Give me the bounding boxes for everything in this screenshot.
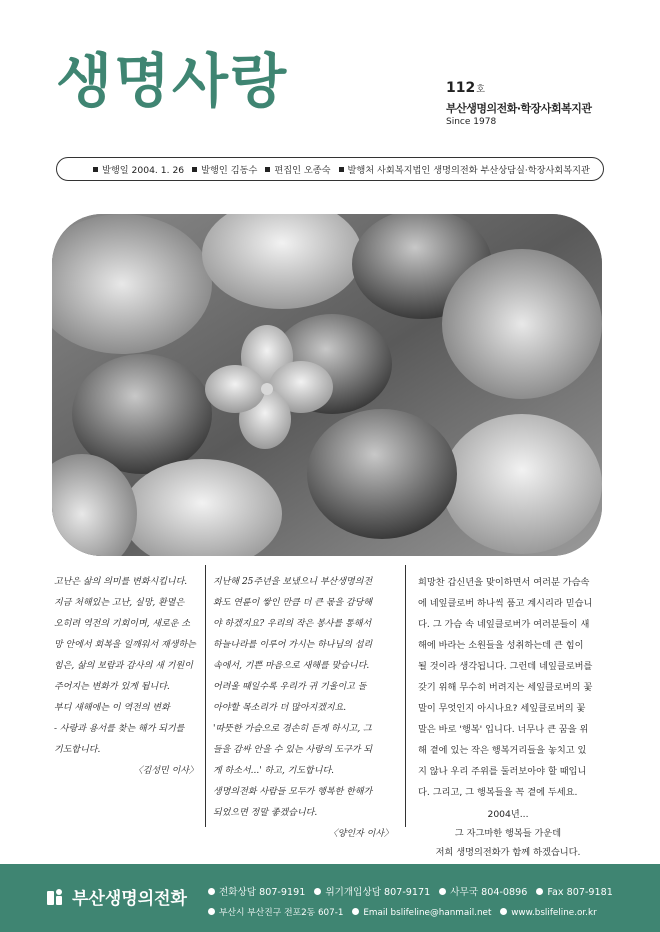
office-phone: 사무국 804-0896 — [450, 887, 528, 898]
square-bullet-icon — [339, 167, 344, 172]
column-line: 속에서, 기쁜 마음으로 새해를 맞습니다. — [213, 661, 370, 671]
author-signature: 〈양인자 이사〉 — [328, 829, 393, 839]
column-line: 지 않나 우리 주위를 둘러보아야 할 때입니 — [418, 766, 587, 777]
info-item-date: 발행일 2004. 1. 26 — [93, 162, 184, 176]
column-line: 오히려 역전의 기회이며, 새로운 소 — [54, 619, 191, 629]
column-line: 지난해 25주년을 보냈으니 부산생명의전 — [213, 577, 373, 587]
column-line: 어려울 때일수록 우리가 귀 기울이고 돌 — [213, 682, 367, 692]
column-line: 생명의전화 사람들 모두가 행복한 한해가 — [213, 787, 373, 797]
column-line: 희망찬 갑신년을 맞이하면서 여러분 가슴속 — [418, 577, 590, 588]
author-signature: 〈김성민 이사〉 — [133, 766, 198, 776]
column-line: '따뜻한 가슴으로 경손히 듣게 하시고, 그 — [213, 724, 372, 734]
info-item-issuer: 발행처 사회복지법인 생명의전화 부산상담실·학장사회복지관 — [339, 162, 590, 176]
publisher-organization: 부산생명의전화·학장사회복지관 — [446, 102, 592, 115]
column-line: 고난은 삶의 의미를 변화시킵니다. — [54, 577, 188, 587]
column-line: 에 네잎클로버 하나씩 품고 계시리라 믿습니 — [418, 598, 593, 609]
issue-number-value: 112 — [446, 80, 476, 96]
postal-address: 부산시 부산진구 전포2동 607-1 — [219, 908, 344, 918]
crisis-phone: 위기개입상담 807-9171 — [325, 887, 431, 898]
message-column-2 — [213, 572, 393, 845]
message-column-1 — [54, 572, 198, 782]
closing-line: 그 자그마한 행복들 가운데 — [454, 828, 562, 839]
column-line: 주어지는 변화가 있게 됩니다. — [54, 682, 170, 692]
column-line: 해 곁에 있는 작은 행복거리들을 놓치고 있 — [418, 745, 587, 756]
column-line: 다. 그 가슴 속 네잎클로버가 여러분들이 새 — [418, 619, 590, 630]
closing-line: 저희 생명의전화가 함께 하겠습니다. — [435, 847, 581, 858]
column-line: 말이 무엇인지 아시나요? 세잎클로버의 꽃 — [418, 703, 586, 714]
column-line: 망 안에서 회복을 일깨워서 재생하는 — [54, 640, 196, 650]
fax-number: Fax 807-9181 — [547, 887, 613, 898]
bullet-icon — [500, 908, 507, 915]
footer-logo-text: 부산생명의전화 — [72, 889, 187, 909]
since-year: Since 1978 — [446, 117, 497, 127]
column-line: - 사랑과 용서를 찾는 해가 되기를 — [54, 724, 185, 734]
column-divider — [405, 565, 406, 827]
bullet-icon — [352, 908, 359, 915]
square-bullet-icon — [265, 167, 270, 172]
column-line: 게 하소서...' 하고, 기도합니다. — [213, 766, 334, 776]
column-line: 해에 바라는 소원들을 성취하는데 큰 힘이 — [418, 640, 584, 651]
column-line: 야 하겠지요? 우리의 작은 봉사를 통해서 — [213, 619, 372, 629]
website-link[interactable]: www.bslifeline.or.kr — [511, 908, 597, 918]
footer-phone-row — [202, 884, 613, 898]
info-item-editor: 편집인 오종숙 — [265, 162, 330, 176]
contact-footer — [0, 864, 660, 932]
publication-info-bar — [56, 157, 604, 181]
email-address[interactable]: Email bslifeline@hanmail.net — [363, 908, 492, 918]
column-line: 지금 처해있는 고난, 실망, 환멸은 — [54, 598, 185, 608]
closing-line: 2004년... — [487, 809, 529, 820]
counsel-phone: 전화상담 807-9191 — [219, 887, 306, 898]
column-line: 될 것이라 생각됩니다. 그런데 네잎클로버를 — [418, 661, 593, 672]
column-divider — [205, 565, 206, 827]
column-line: 부디 새해에는 이 역전의 변화 — [54, 703, 170, 713]
footer-address-row — [202, 905, 597, 918]
square-bullet-icon — [192, 167, 197, 172]
footer-logo — [46, 884, 187, 909]
column-line: 기도합니다. — [54, 745, 101, 755]
newsletter-title: 생명사랑 — [56, 47, 289, 115]
column-line: 하늘나라를 이루어 가시는 하나님의 섭리 — [213, 640, 373, 650]
bullet-icon — [536, 888, 543, 895]
issue-number — [446, 80, 485, 96]
bullet-icon — [314, 888, 321, 895]
column-line: 말은 바로 '행복' 입니다. 너무나 큰 꿈을 위 — [418, 724, 589, 735]
closing-message — [418, 805, 598, 862]
telephone-person-icon — [46, 887, 66, 907]
column-line: 들을 감싸 안을 수 있는 사랑의 도구가 되 — [213, 745, 373, 755]
issue-suffix: 호 — [476, 85, 485, 95]
column-line: 다. 그리고, 그 행복들을 꼭 곁에 두세요. — [418, 787, 578, 798]
column-line: 아야할 목소리가 더 많아지겠지요. — [213, 703, 347, 713]
clover-leaves-photo — [52, 214, 602, 556]
column-line: 되었으면 정말 좋겠습니다. — [213, 808, 318, 818]
square-bullet-icon — [93, 167, 98, 172]
column-line: 화도 연륜이 쌓인 만큼 더 큰 몫을 감당해 — [213, 598, 373, 608]
column-line: 힘은, 삶의 보람과 감사의 새 기원이 — [54, 661, 193, 671]
bullet-icon — [208, 888, 215, 895]
info-item-publisher: 발행인 김동수 — [192, 162, 257, 176]
bullet-icon — [208, 908, 215, 915]
column-line: 갖기 위해 무수히 버려지는 세잎클로버의 꽃 — [418, 682, 593, 693]
message-column-3 — [418, 572, 598, 862]
bullet-icon — [439, 888, 446, 895]
